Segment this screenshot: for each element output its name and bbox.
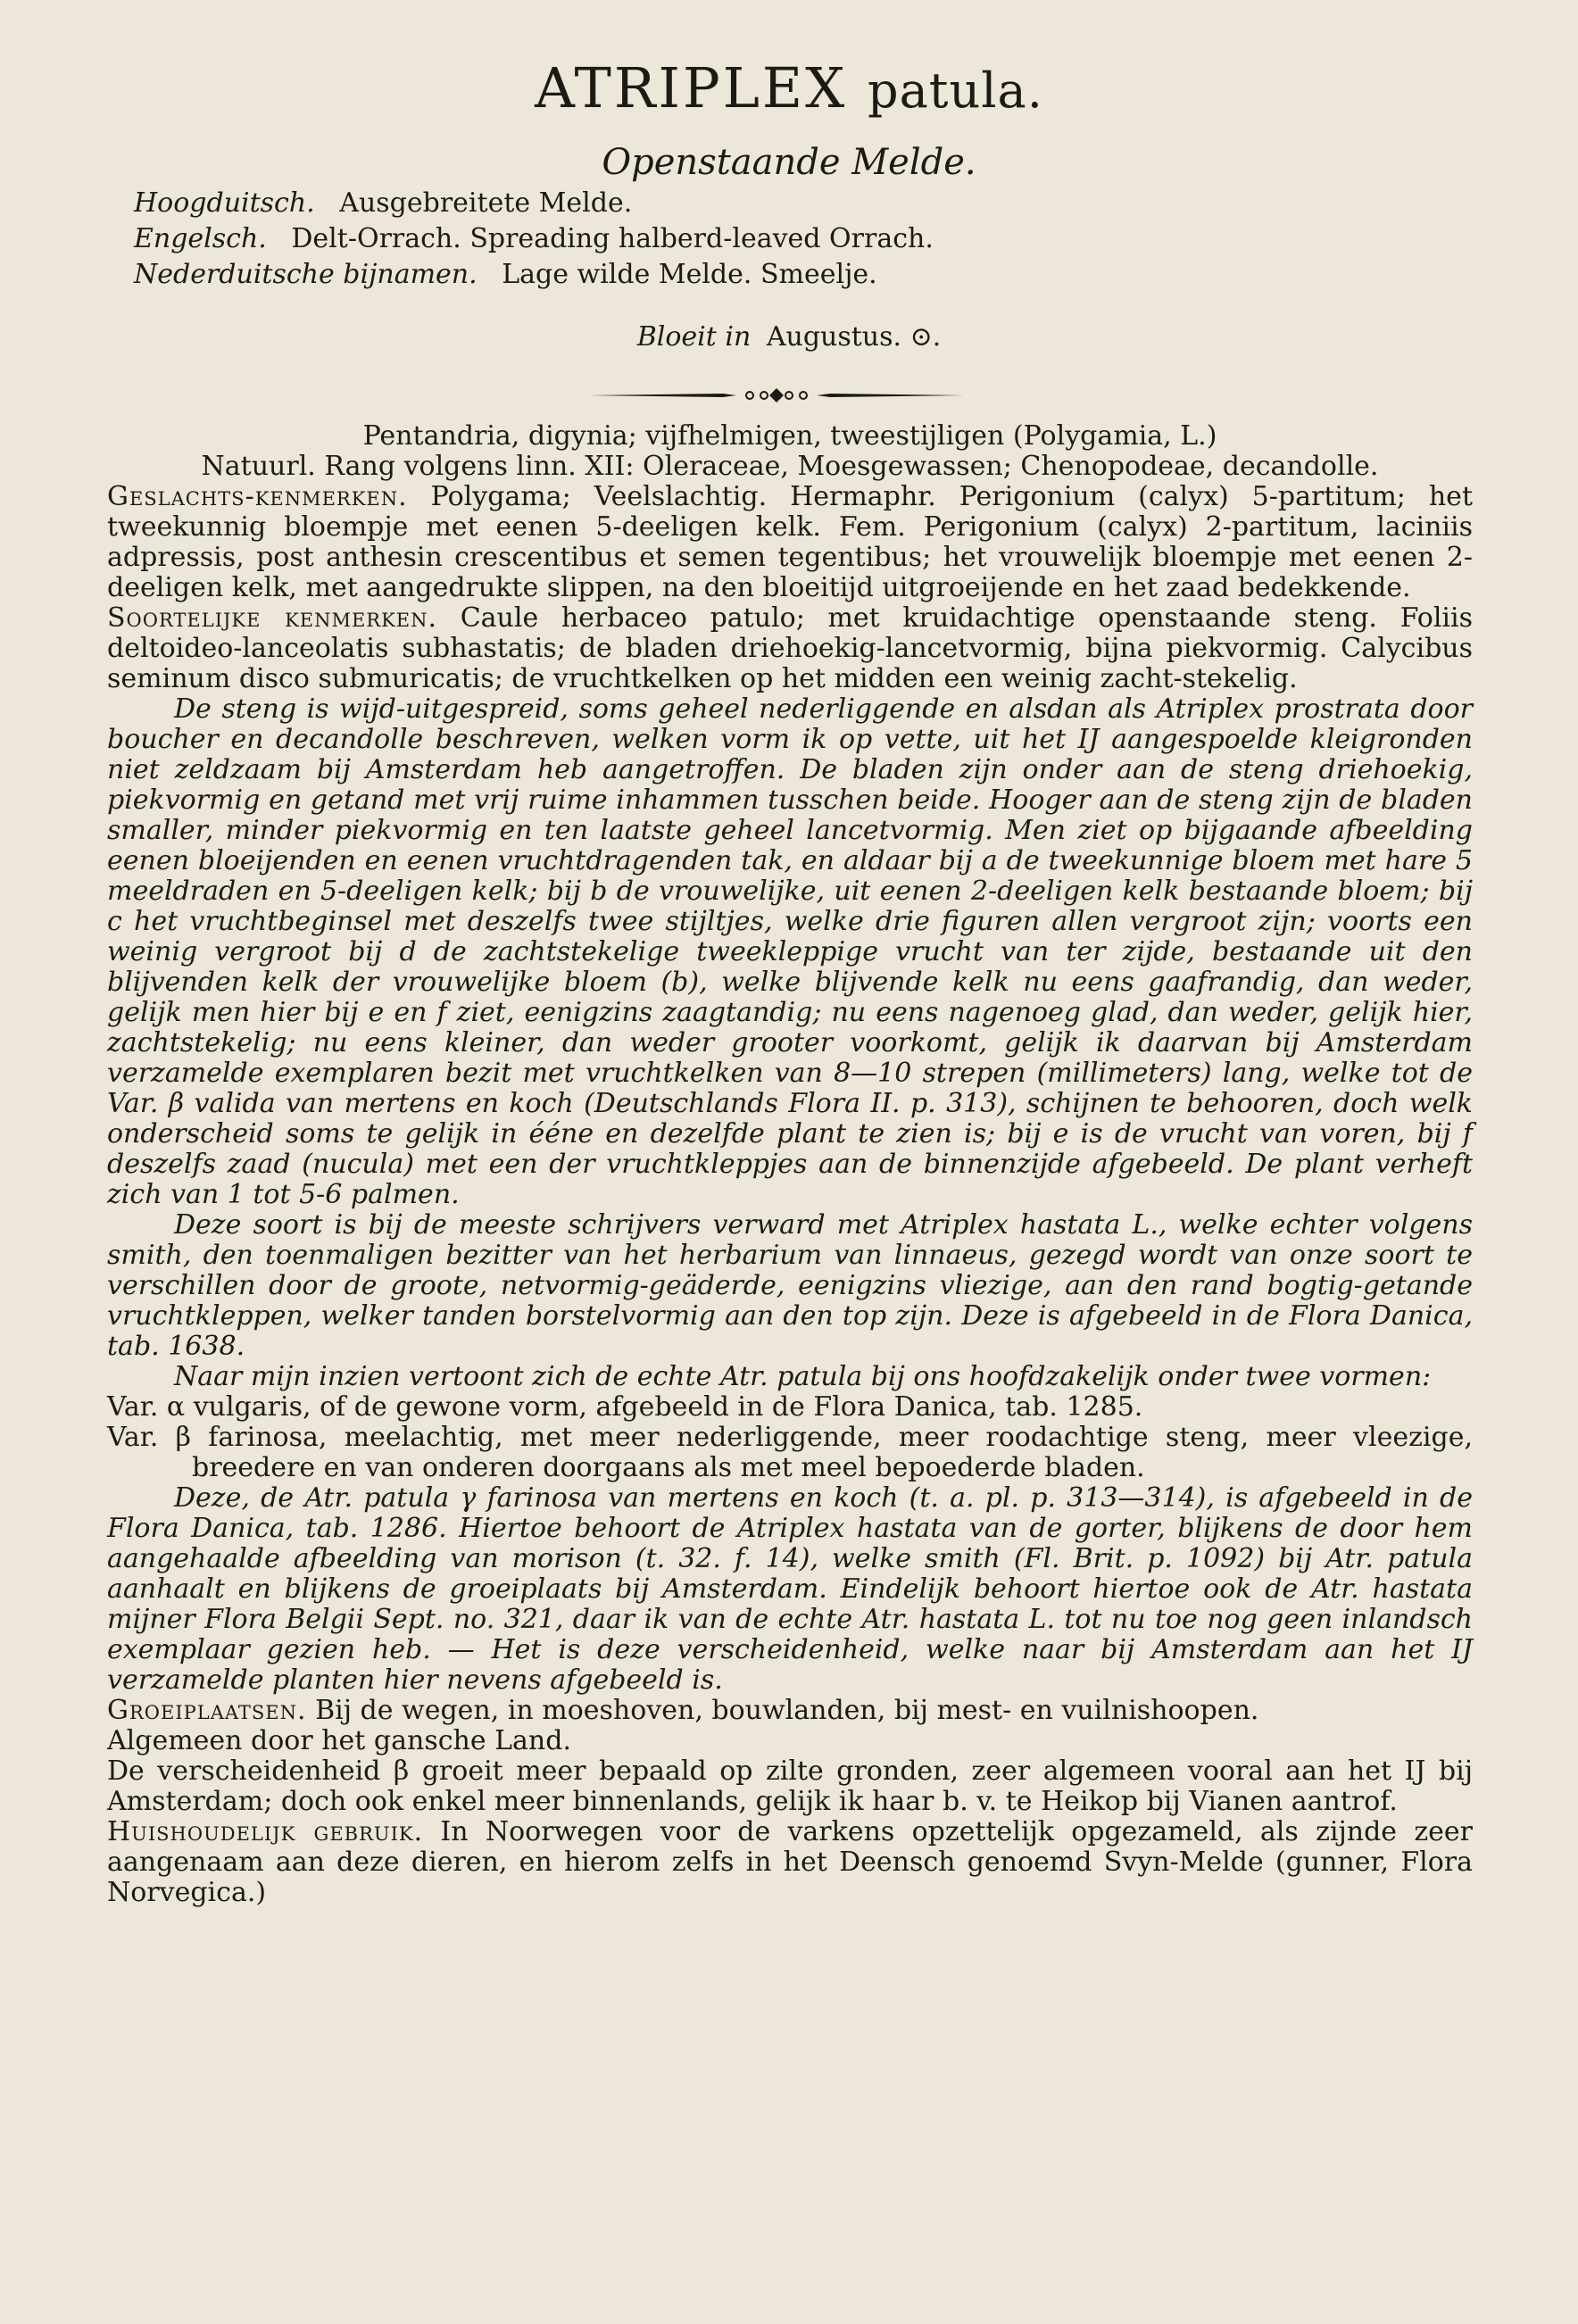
classification-line-2: Natuurl. Rang volgens linn. XII: Oleraceae, Moesgewassen; Chenopodeae, decandolle. (201, 451, 1379, 482)
name-language: Engelsch. (134, 223, 267, 254)
dutch-name: Openstaande Melde. (602, 142, 976, 183)
vernacular-names (134, 186, 1473, 293)
paragraph-confusion: Deze soort is bij de meeste schrijvers verward met Atriplex hastata L., welke echter volgens smith, den toenmaligen bezitter van het herbarium van linnaeus, gezegd wordt van onze soort te verschillen door de groote, netvormig-geäderde, eenigzins vliezige, aan den rand bogtig-getande vruchtkleppen, welker tanden borstelvormig aan den top zijn. Deze is afgebeeld in de Flora Danica, tab. 1638. (107, 1209, 1473, 1362)
paragraph-text: Caule herbaceo patulo; met kruidachtige openstaande steng. Foliis deltoideo-lanceolatis subhastatis; de bladen driehoekig-lancetvormig, bijna piekvormig. Calycibus seminum disco submuricatis; de vruchtkelken op het midden een weinig zacht-stekelig. (107, 602, 1473, 694)
section-heading: Soortelijke kenmerken. (107, 602, 438, 634)
name-row (134, 221, 1473, 257)
genus-name: ATRIPLEX (535, 55, 848, 120)
text-body (107, 421, 1473, 1908)
paragraph-synonymy: Deze, de Atr. patula γ farinosa van mertens en koch (t. a. pl. p. 313—314), is afgebeeld in de Flora Danica, tab. 1286. Hiertoe behoort de Atriplex hastata van de gorter, blijkens de door hem aangehaalde afbeelding van morison (t. 32. f. 14), welke smith (Fl. Brit. p. 1092) bij Atr. patula aanhaalt en blijkens de groeiplaats bij Amsterdam. Eindelijk behoort hiertoe ook de Atr. hastata mijner Flora Belgii Sept. no. 321, daar ik van de echte Atr. hastata L. tot nu toe nog geen inlandsch exemplaar gezien heb. — Het is deze verscheidenheid, welke naar bij Amsterdam aan het IJ verzamelde planten hier nevens afgebeeld is. (107, 1482, 1473, 1696)
paragraph-variety-habitat: De verscheidenheid β groeit meer bepaald op zilte gronden, zeer algemeen vooral aan het IJ bij Amsterdam; doch ook enkel meer binnenlands, gelijk ik haar b. v. te Heikop bij Vianen aantrof. (107, 1755, 1473, 1817)
name-row (134, 257, 1473, 293)
name-row (134, 186, 1473, 221)
name-value: Delt-Orrach. Spreading halberd-leaved Orrach. (291, 223, 934, 254)
paragraph-var-alpha: Var. α vulgaris, of de gewone vorm, afgebeeld in de Flora Danica, tab. 1285. (107, 1391, 1143, 1423)
paragraph-var-beta: Var. β farinosa, meelachtig, met meer nederliggende, meer roodachtige steng, meer vleezige, breedere en van onderen doorgaans als met meel bepoederde bladen. (107, 1422, 1473, 1483)
title-block (0, 55, 1578, 183)
section-heading: Groeiplaatsen. (107, 1695, 307, 1726)
name-language: Hoogduitsch. (134, 187, 315, 219)
section-heading: Huishoudelijk gebruik. (107, 1816, 424, 1847)
annual-symbol: ⊙. (909, 321, 942, 353)
section-heading: Geslachts-kenmerken. (107, 481, 408, 512)
bloom-month: Augustus. (766, 321, 902, 353)
paragraph-text: In Noorwegen voor de varkens opzettelijk opgezameld, als zijnde zeer aangenaam aan deze dieren, en hierom zelfs in het Deensch genoemd Svyn-Melde (gunner, Flora Norvegica.) (107, 1816, 1473, 1908)
paragraph-species-characters (107, 603, 1473, 694)
paragraph-distribution: Algemeen door het gansche Land. (107, 1725, 571, 1756)
paragraph-description: De steng is wijd-uitgespreid, soms geheel nederliggende en alsdan als Atriplex prostrata door boucher en decandolle beschreven, welken vorm ik op vette, uit het IJ aangespoelde kleigronden niet zeldzaam bij Amsterdam heb aangetroffen. De bladen zijn onder aan de steng driehoekig, piekvormig en getand met vrij ruime inhammen tusschen beide. Hooger aan de steng zijn de bladen smaller, minder piekvormig en ten laatste geheel lancetvormig. Men ziet op bijgaande afbeelding eenen bloeijenden en eenen vruchtdragenden tak, en aldaar bij a de tweekunnige bloem met hare 5 meeldraden en 5-deeligen kelk; bij b de vrouwelijke, uit eenen 2-deeligen kelk bestaande bloem; bij c het vruchtbeginsel met deszelfs twee stijltjes, welke drie figuren allen vergroot zijn; voorts een weinig vergroot bij d de zachtstekelige tweekleppige vrucht van ter zijde, bestaande uit den blijvenden kelk der vrouwelijke bloem (b), welke blijvende kelk nu eens gaafrandig, dan weder, gelijk men hier bij e en f ziet, eenigzins zaagtandig; nu eens nagenoeg glad, dan weder, gelijk hier, zachtstekelig; nu eens kleiner, dan weder grooter voorkomt, gelijk ik daarvan bij Amsterdam verzamelde exemplaren bezit met vruchtkelken van 8—10 strepen (millimeters) lang, welke tot de Var. β valida van mertens en koch (Deutschlands Flora II. p. 313), schijnen te behooren, doch welk onderscheid soms te gelijk in ééne en dezelfde plant te zien is; bij e is de vrucht van voren, bij f deszelfs zaad (nucula) met een der vruchtkleppjes aan de binnenzijde afgebeeld. De plant verheft zich van 1 tot 5-6 palmen. (107, 693, 1473, 1210)
bloom-period (0, 321, 1578, 353)
name-value: Ausgebreitete Melde. (339, 187, 633, 219)
paragraph-habitat (107, 1696, 1473, 1726)
name-value: Lage wilde Melde. Smeelje. (502, 259, 877, 290)
page-title (0, 55, 1578, 120)
paragraph-genus-characters (107, 482, 1473, 603)
species-name: patula. (868, 62, 1043, 119)
paragraph-text: Polygama; Veelslachtig. Hermaphr. Perigonium (calyx) 5-partitum; het tweekunnig bloempje met eenen 5-deeligen kelk. Fem. Perigonium (calyx) 2-partitum, laciniis adpressis, post anthesin crescentibus et semen tegentibus; het vrouwelijk bloempje met eenen 2-deeligen kelk, met aangedrukte slippen, na den bloeitijd uitgroeijende en het zaad bedekkende. (107, 481, 1473, 603)
ornament-divider (589, 386, 964, 405)
bloom-label: Bloeit in (636, 321, 752, 353)
name-language: Nederduitsche bijnamen. (134, 259, 478, 290)
paragraph-text: Bij de wegen, in moeshoven, bouwlanden, bij mest- en vuilnishoopen. (315, 1695, 1259, 1726)
classification-line-1: Pentandria, digynia; vijfhelmigen, tweestijligen (Polygamia, L.) (362, 420, 1217, 452)
paragraph-uses (107, 1817, 1473, 1908)
paragraph-forms-intro: Naar mijn inzien vertoont zich de echte Atr. patula bij ons hoofdzakelijk onder twee vormen: (174, 1361, 1432, 1392)
